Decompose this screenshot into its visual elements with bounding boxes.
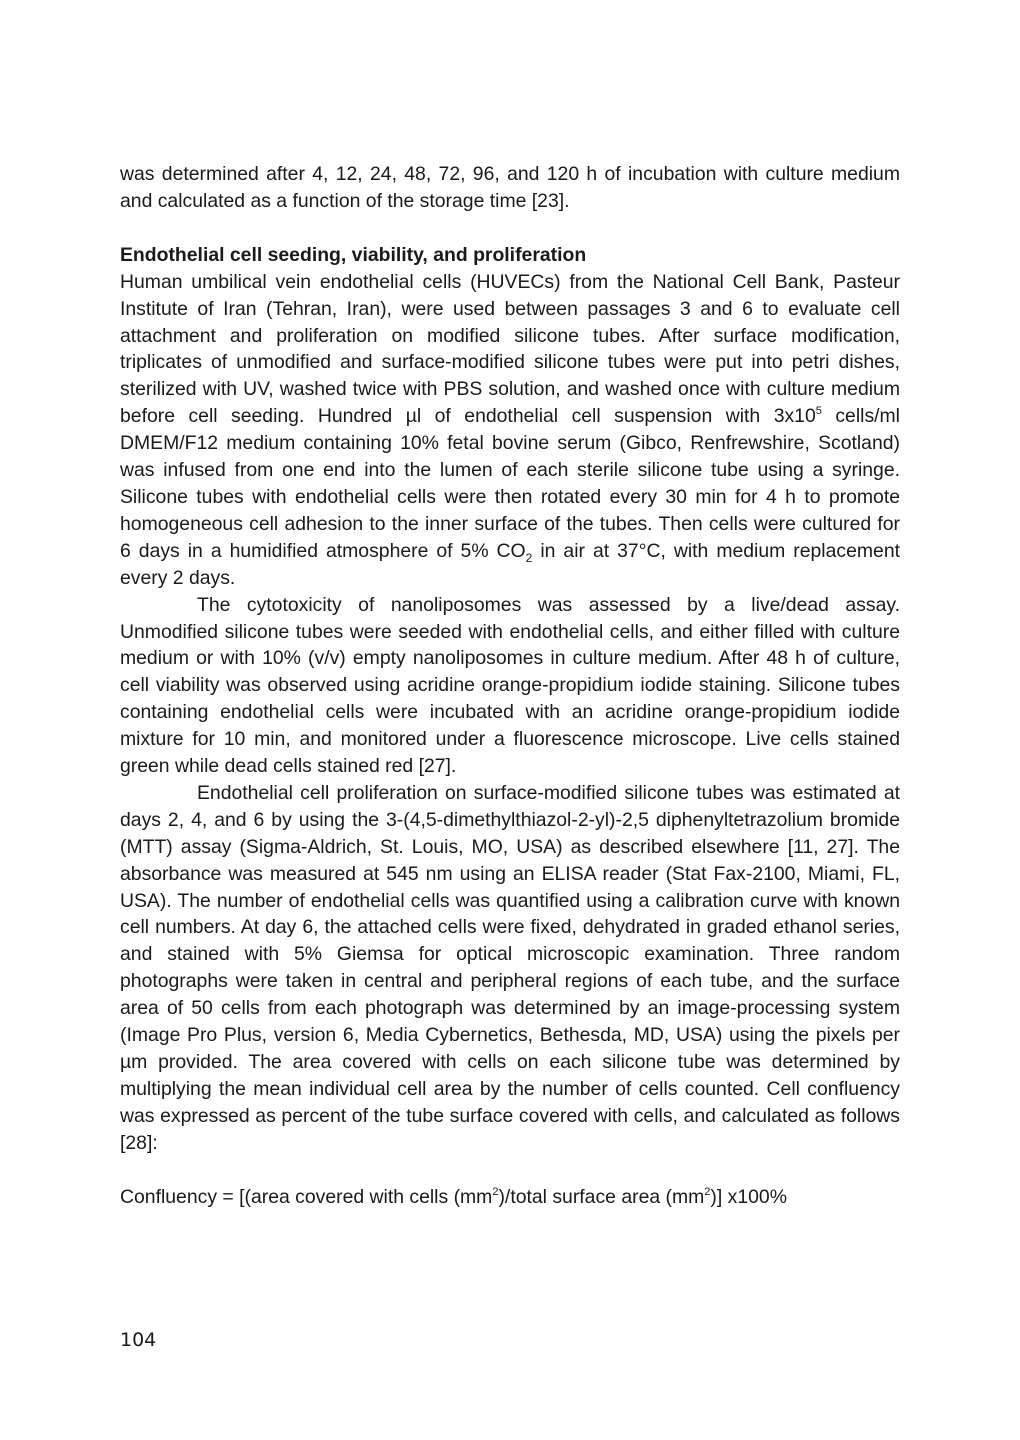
equation-part-a: Confluency = [(area covered with cells (mm	[120, 1185, 493, 1208]
intro-paragraph: was determined after 4, 12, 24, 48, 72, 96, and 120 h of incubation with culture medium and calculated as a function of the storage time [23].	[120, 163, 900, 212]
paragraph-seeding	[120, 269, 900, 592]
equation-exponent-1: 2	[492, 1185, 499, 1198]
page-number: 104	[120, 1329, 157, 1351]
section-heading: Endothelial cell seeding, viability, and proliferation	[120, 243, 587, 266]
page-body	[120, 161, 900, 1211]
paragraph-proliferation: Endothelial cell proliferation on surface-modified silicone tubes was estimated at days 2, 4, and 6 by using the 3-(4,5-dimethylthiazol-2-yl)-2,5 diphenyltetrazolium bromide (MTT) assay (Sigma-Aldrich, St. Louis, MO, USA) as described elsewhere [11, 27]. The absorbance was measured at 545 nm using an ELISA reader (Stat Fax-2100, Miami, FL, USA). The number of endothelial cells was quantified using a calibration curve with known cell numbers. At day 6, the attached cells were fixed, dehydrated in graded ethanol series, and stained with 5% Giemsa for optical microscopic examination. Three random photographs were taken in central and peripheral regions of each tube, and the surface area of 50 cells from each photograph was determined by an image-processing system (Image Pro Plus, version 6, Media Cybernetics, Bethesda, MD, USA) using the pixels per µm provided. The area covered with cells on each silicone tube was determined by multiplying the mean individual cell area by the number of cells counted. Cell confluency was expressed as percent of the tube surface covered with cells, and calculated as follows [28]:	[120, 781, 900, 1154]
exponent: 5	[815, 405, 822, 418]
spacer	[120, 215, 900, 242]
paragraph-viability: The cytotoxicity of nanoliposomes was assessed by a live/dead assay. Unmodified silicone tubes were seeded with endothelial cells, and either filled with culture medium or with 10% (v/v) empty nanoliposomes in culture medium. After 48 h of culture, cell viability was observed using acridine orange-propidium iodide staining. Silicone tubes containing endothelial cells were incubated with an acridine orange-propidium iodide mixture for 10 min, and monitored under a fluorescence microscope. Live cells stained green while dead cells stained red [27].	[120, 593, 900, 778]
equation-part-c: )] x100%	[710, 1185, 787, 1208]
equation-part-b: )/total surface area (mm	[498, 1185, 705, 1208]
subscript: 2	[525, 550, 533, 565]
paragraph-seeding-part-c: in air at 37°C, with medium replacement every 2 days.	[120, 539, 900, 589]
equation-exponent-2: 2	[704, 1185, 711, 1198]
confluency-equation	[120, 1184, 900, 1211]
paragraph-seeding-part-b: cells/ml DMEM/F12 medium containing 10% fetal bovine serum (Gibco, Renfrewshire, Scotland) was infused from one end into the lumen of each sterile silicone tube using a syringe. Silicone tubes with endothelial cells were then rotated every 30 min for 4 h to promote homogeneous cell adhesion to the inner surface of the tubes. Then cells were cultured for 6 days in a humidified atmosphere of 5% CO	[120, 405, 900, 562]
paragraph-seeding-part-a: Human umbilical vein endothelial cells (HUVECs) from the National Cell Bank, Pasteur Institute of Iran (Tehran, Iran), were used between passages 3 and 6 to evaluate cell attachment and proliferation on modified silicone tubes. After surface modification, triplicates of unmodified and surface-modified silicone tubes were put into petri dishes, sterilized with UV, washed twice with PBS solution, and washed once with culture medium before cell seeding. Hundred µl of endothelial cell suspension with 3x10	[120, 270, 900, 428]
